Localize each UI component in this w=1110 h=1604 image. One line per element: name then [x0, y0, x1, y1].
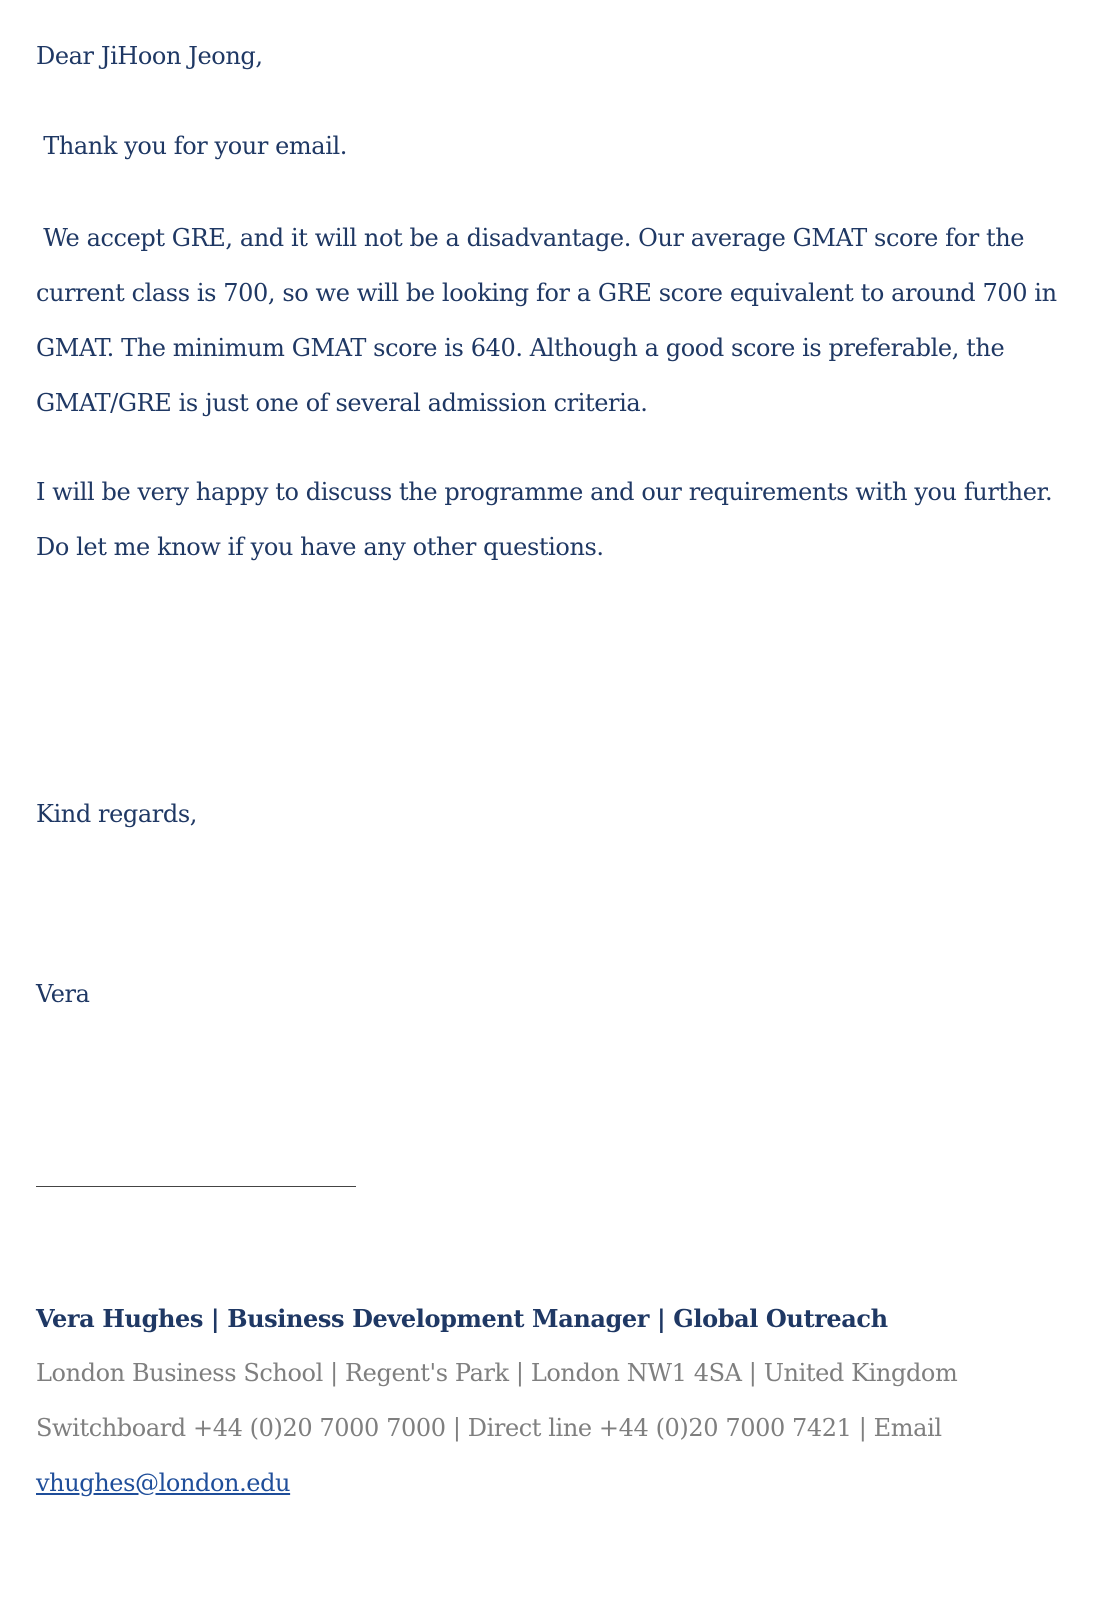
- paragraph-discuss: I will be very happy to discuss the programme and our requirements with you further. Do let me know if you have any other questions.: [36, 478, 1060, 561]
- signature-address-line: London Business School | Regent's Park | London NW1 4SA | United Kingdom: [36, 1359, 958, 1387]
- signature-divider: [36, 1186, 356, 1187]
- signature-title-line: Vera Hughes | Business Development Manager | Global Outreach: [36, 1304, 888, 1333]
- greeting: Dear JiHoon Jeong,: [36, 42, 263, 70]
- signature-phone-line: Switchboard +44 (0)20 7000 7000 | Direct line +44 (0)20 7000 7421 | Email: [36, 1414, 942, 1442]
- paragraph-gre: We accept GRE, and it will not be a disadvantage. Our average GMAT score for the current class is 700, so we will be looking for a GRE score equivalent to around 700 in GMAT. The minimum GMAT score is 640. Although a good score is preferable, the GMAT/GRE is just one of several admission criteria.: [36, 224, 1064, 417]
- sender-first-name: Vera: [36, 980, 90, 1008]
- signature-email-link[interactable]: vhughes@london.edu: [36, 1469, 291, 1497]
- closing: Kind regards,: [36, 800, 197, 828]
- thanks-line: Thank you for your email.: [36, 132, 347, 160]
